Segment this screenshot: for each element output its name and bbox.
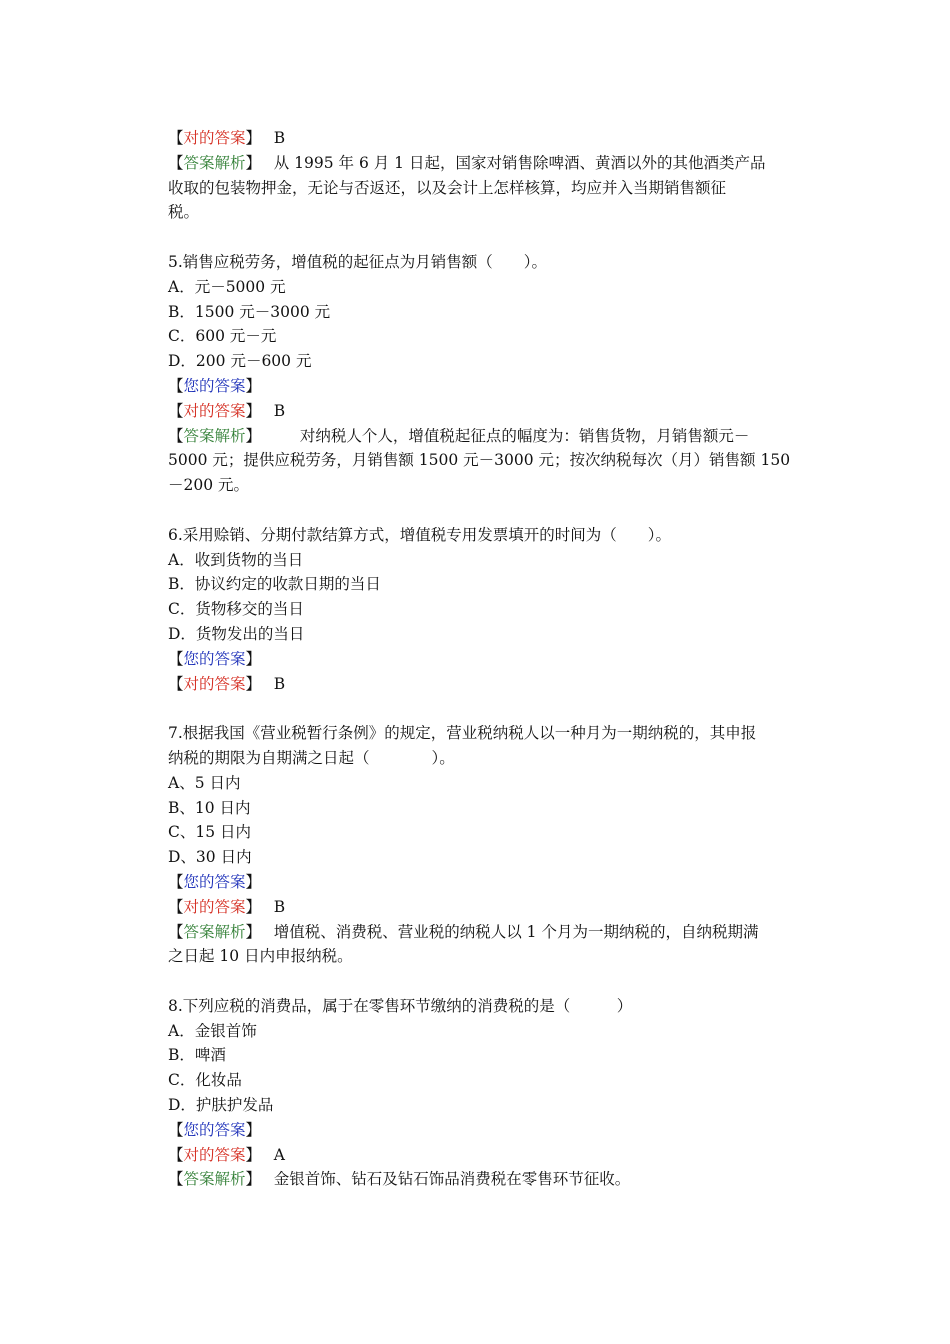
your-answer-label: 您的答案 [183,872,246,891]
q4-correct-answer: 【对的答案】 B [168,129,286,147]
q7-your-answer: 【您的答案】 [168,872,262,891]
correct-answer-value: A [273,1145,285,1164]
analysis-text: 之日起 10 日内申报纳税。 [168,947,353,966]
analysis-label: 答案解析 [183,153,246,172]
analysis-text: 5000 元；提供应税劳务，月销售额 1500 元－3000 元；按次纳税每次（月）销售额 150 [168,451,791,470]
q7-option-b: B、10 日内 [168,798,251,817]
q8-your-answer: 【您的答案】 [168,1120,262,1139]
q8-correct-answer: 【对的答案】 A [168,1145,285,1164]
q8-analysis: 【答案解析】 金银首饰、钻石及钻石饰品消费税在零售环节征收。 [168,1170,631,1189]
q6-correct-answer: 【对的答案】 B [168,674,286,693]
q5-option-d: D．200 元－600 元 [168,352,312,371]
q8-option-c: C．化妆品 [168,1071,242,1090]
correct-answer-label: 对的答案 [183,129,246,147]
analysis-text: 收取的包装物押金，无论与否返还，以及会计上怎样核算，均应并入当期销售额征 [168,178,727,197]
q7-question: 纳税的期限为自期满之日起（ ）。 [168,748,455,767]
correct-answer-label: 对的答案 [183,1145,246,1164]
q7-option-c: C、15 日内 [168,823,252,842]
q6-your-answer: 【您的答案】 [168,649,262,668]
q8-question: 8.下列应税的消费品，属于在零售环节缴纳的消费税的是（ ） [168,996,633,1015]
your-answer-label: 您的答案 [183,649,246,668]
correct-answer-value: B [273,401,286,420]
correct-answer-label: 对的答案 [183,897,246,916]
q6-question: 6.采用赊销、分期付款结算方式，增值税专用发票填开的时间为（ ）。 [168,525,672,544]
analysis-text: 对纳税人个人，增值税起征点的幅度为：销售货物，月销售额元－ [299,426,750,445]
correct-answer-value: B [273,129,286,147]
q5-analysis: 【答案解析】 对纳税人个人，增值税起征点的幅度为：销售货物，月销售额元－ [168,426,750,445]
q8-option-a: A．金银首饰 [168,1021,257,1040]
q4-analysis: 【答案解析】 从 1995 年 6 月 1 日起，国家对销售除啤酒、黄酒以外的其他酒类产品 [168,153,766,172]
analysis-text: 从 1995 年 6 月 1 日起，国家对销售除啤酒、黄酒以外的其他酒类产品 [273,153,766,172]
q7-correct-answer: 【对的答案】 B [168,897,286,916]
q7-option-a: A、5 日内 [168,773,241,792]
correct-answer-label: 对的答案 [183,401,246,420]
correct-answer-value: B [273,897,286,916]
q7-option-d: D、30 日内 [168,848,252,867]
q5-question: 5.销售应税劳务，增值税的起征点为月销售额（ ）。 [168,252,548,271]
q6-option-d: D．货物发出的当日 [168,624,305,643]
your-answer-label: 您的答案 [183,376,246,395]
analysis-label: 答案解析 [183,426,246,445]
q5-correct-answer: 【对的答案】 B [168,401,286,420]
analysis-text: －200 元。 [168,476,250,495]
q5-option-a: A．元－5000 元 [168,277,286,296]
q8-option-d: D．护肤护发品 [168,1096,274,1115]
q5-your-answer: 【您的答案】 [168,376,262,395]
analysis-label: 答案解析 [183,922,246,941]
q7-question: 7.根据我国《营业税暂行条例》的规定，营业税纳税人以一种月为一期纳税的，其申报 [168,724,757,743]
analysis-text: 金银首饰、钻石及钻石饰品消费税在零售环节征收。 [273,1170,631,1189]
q7-analysis: 【答案解析】 增值税、消费税、营业税的纳税人以 1 个月为一期纳税的，自纳税期满 [168,922,759,941]
correct-answer-value: B [273,674,286,693]
q8-option-b: B．啤酒 [168,1046,226,1065]
your-answer-label: 您的答案 [183,1120,246,1139]
analysis-text: 增值税、消费税、营业税的纳税人以 1 个月为一期纳税的，自纳税期满 [273,922,759,941]
q5-option-c: C．600 元－元 [168,327,277,346]
q6-option-c: C．货物移交的当日 [168,600,304,619]
q6-option-b: B．协议约定的收款日期的当日 [168,575,381,594]
q6-option-a: A．收到货物的当日 [168,550,304,569]
analysis-text: 税。 [168,203,200,222]
q5-option-b: B．1500 元－3000 元 [168,302,331,321]
correct-answer-label: 对的答案 [183,674,246,693]
analysis-label: 答案解析 [183,1170,246,1189]
document-page [168,126,808,1192]
